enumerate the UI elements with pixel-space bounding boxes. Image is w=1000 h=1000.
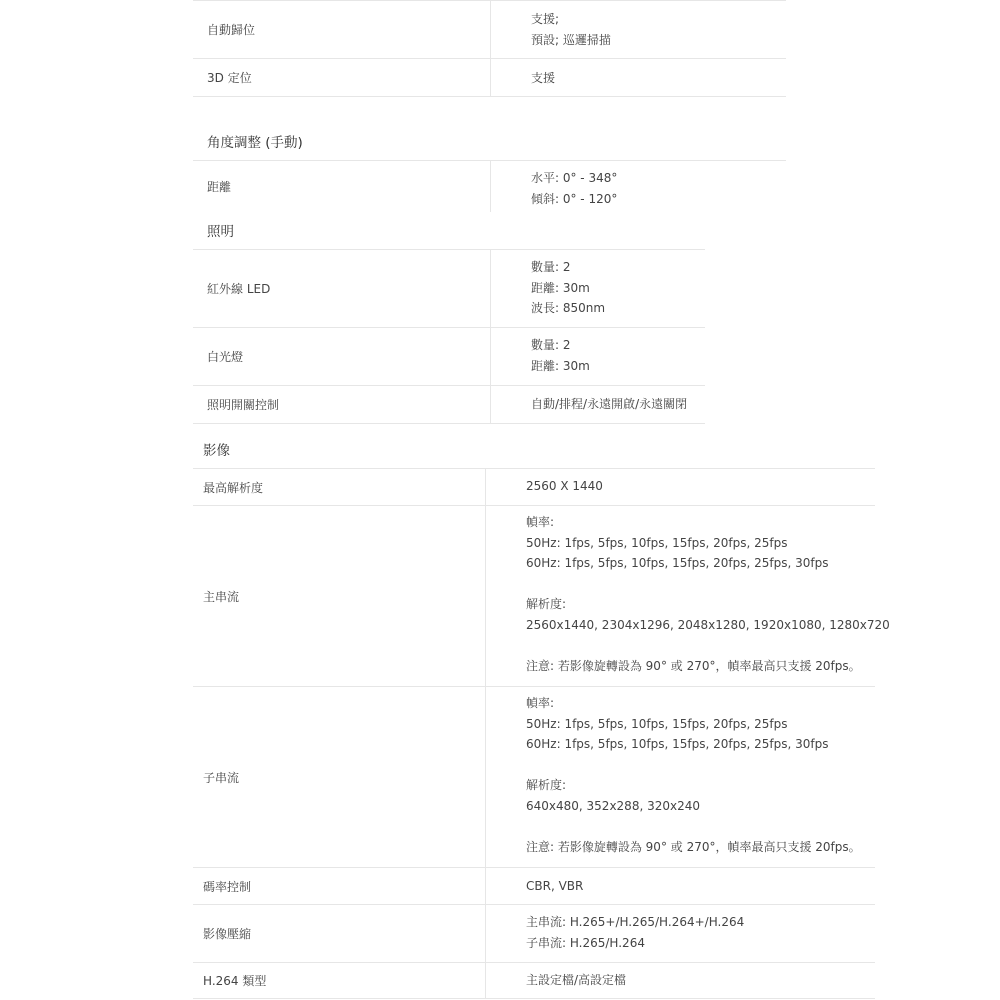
spec-row-h264-type (193, 963, 875, 999)
column-divider (485, 905, 486, 962)
column-divider (490, 250, 491, 327)
spec-row-compression (193, 905, 875, 963)
spec-label: 碼率控制 (203, 879, 252, 894)
spec-label: 最高解析度 (203, 480, 264, 495)
spec-label: 自動歸位 (207, 22, 256, 37)
column-divider (485, 687, 486, 867)
column-divider (485, 506, 486, 686)
section-title-angle: 角度調整 (手動) (207, 135, 303, 151)
spec-value: 支援 (531, 71, 556, 85)
spec-label: 距離 (207, 180, 232, 194)
spec-row-auto-home (193, 0, 786, 59)
spec-label: 主串流 (203, 589, 240, 604)
spec-label: 影像壓縮 (203, 927, 252, 941)
spec-label: H.264 類型 (203, 974, 267, 988)
spec-row-main-stream (193, 506, 890, 687)
section-title-lighting: 照明 (207, 224, 234, 240)
column-divider (485, 868, 486, 904)
spec-value: 2560 X 1440 (526, 479, 603, 493)
spec-row-3d-positioning (193, 59, 786, 97)
column-divider (490, 0, 491, 58)
column-divider (485, 469, 486, 505)
column-divider (490, 161, 491, 212)
spec-value: 數量: 2 距離: 30m 波長: 850nm (531, 260, 606, 315)
spec-label: 紅外線 LED (207, 282, 271, 296)
spec-row-sub-stream (193, 687, 875, 868)
spec-row-ir-led (193, 250, 705, 328)
spec-value: CBR, VBR (526, 879, 584, 893)
spec-label: 照明開關控制 (207, 398, 280, 412)
spec-value: 數量: 2 距離: 30m (531, 338, 590, 373)
spec-value: 支援; 預設; 巡邏掃描 (531, 12, 611, 47)
spec-row-distance (193, 161, 786, 212)
column-divider (490, 328, 491, 385)
spec-label: 子串流 (203, 770, 240, 785)
spec-row-bitrate-control (193, 868, 875, 905)
spec-value: 自動/排程/永遠開啟/永遠關閉 (531, 397, 688, 411)
spec-row-max-resolution (193, 469, 875, 506)
spec-row-white-light (193, 328, 705, 386)
column-divider (490, 386, 491, 423)
spec-label: 3D 定位 (207, 71, 252, 85)
spec-label: 白光燈 (207, 350, 244, 364)
section-title-image: 影像 (203, 443, 230, 459)
spec-value: 水平: 0° - 348° 傾斜: 0° - 120° (531, 171, 618, 206)
spec-value: 主串流: H.265+/H.265/H.264+/H.264 子串流: H.265/H.264 (526, 915, 745, 950)
spec-value: 主設定檔/高設定檔 (526, 973, 627, 987)
column-divider (490, 59, 491, 96)
spec-value: 幀率: 50Hz: 1fps, 5fps, 10fps, 15fps, 20fps, 25fps 60Hz: 1fps, 5fps, 10fps, 15fps, 20fps, 25fps, 30fps 解析度: 640x480, 352x288, 320x240 注意: 若影像旋轉設為 90° 或 270°，幀率最高只支援 20fps。 (526, 696, 861, 854)
column-divider (485, 963, 486, 998)
spec-value: 幀率: 50Hz: 1fps, 5fps, 10fps, 15fps, 20fps, 25fps 60Hz: 1fps, 5fps, 10fps, 15fps, 20fps, 25fps, 30fps 解析度: 2560x1440, 2304x1296, 2048x1280, 1920x1080, 1280x720 注意: 若影像旋轉設為 90° 或 270°，幀率最高只支援 20fps。 (526, 515, 890, 673)
spec-row-light-control (193, 386, 705, 424)
